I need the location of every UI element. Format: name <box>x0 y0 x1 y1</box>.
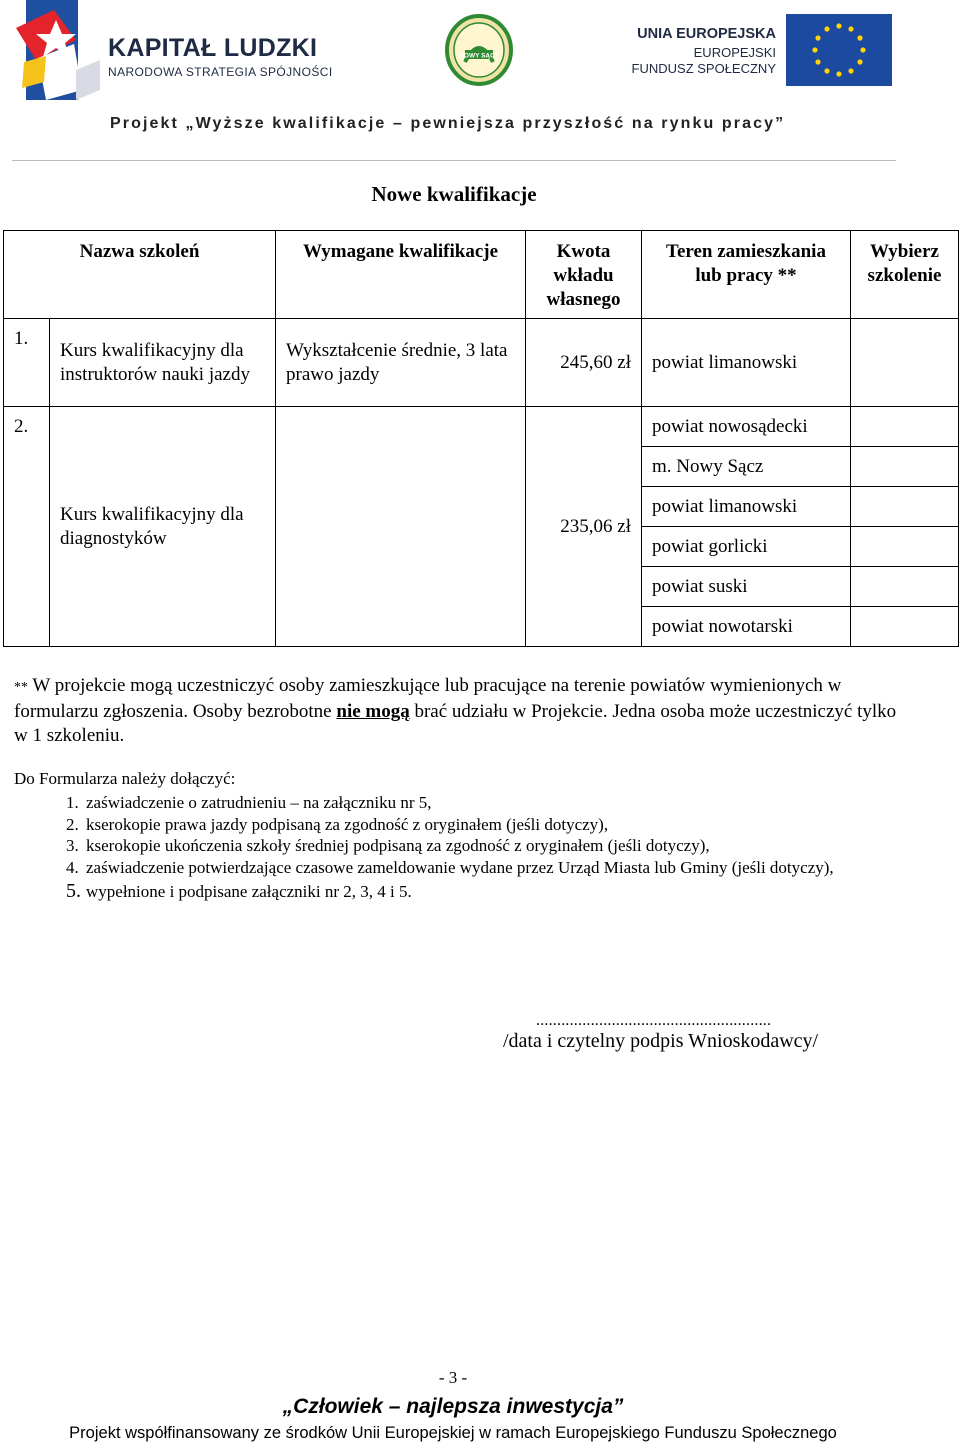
header-divider <box>12 160 896 161</box>
eu-line-3: FUNDUSZ SPOŁECZNY <box>631 61 776 76</box>
footnote-text-1: W projekcie mogą uczestniczyć osoby zamieszkujące lub pracujące na terenie powiatów wymienionych w formularzu zgłoszenia. Osoby bezrobotne <box>14 675 842 722</box>
footer-slogan: „Człowiek – najlepsza inwestycja” <box>282 1395 624 1418</box>
footnote-text-2: brać udziału w Projekcie. Jedna osoba może uczestniczyć tylko w 1 szkoleniu. <box>14 701 897 746</box>
table-row <box>4 407 959 447</box>
select-training-cell[interactable] <box>851 607 959 647</box>
select-training-cell[interactable] <box>851 527 959 567</box>
header-kwota: Kwota wkładu własnego <box>526 231 642 319</box>
training-name: Kurs kwalifikacyjny dla instruktorów nauki jazdy <box>50 319 276 407</box>
kapital-ludzki-flag-icon <box>16 0 100 104</box>
list-item-text: wypełnione i podpisane załączniki nr 2, 3, 4 i 5. <box>86 882 412 901</box>
list-item-text: kserokopie ukończenia szkoły średniej podpisaną za zgodność z oryginałem (jeśli dotyczy), <box>86 836 710 855</box>
list-item <box>66 792 886 814</box>
row-number: 2. <box>4 407 50 647</box>
list-item <box>66 881 886 903</box>
training-name: Kurs kwalifikacyjny dla diagnostyków <box>50 407 276 647</box>
header-nazwa: Nazwa szkoleń <box>4 231 276 319</box>
training-requirements: Wykształcenie średnie, 3 lata prawo jazdy <box>276 319 526 407</box>
table-header-row <box>4 231 959 319</box>
training-location: m. Nowy Sącz <box>642 447 851 487</box>
eu-flag-icon <box>786 14 892 86</box>
list-item-number: 4. <box>66 857 79 877</box>
eu-line-2: EUROPEJSKI <box>693 45 776 60</box>
training-location: powiat limanowski <box>642 487 851 527</box>
training-location: powiat suski <box>642 567 851 607</box>
project-title: Projekt „Wyższe kwalifikacje – pewniejsza przyszłość na rynku pracy” <box>110 115 786 132</box>
training-location: powiat limanowski <box>642 319 851 407</box>
kapital-ludzki-subtitle: NARODOWA STRATEGIA SPÓJNOŚCI <box>108 65 333 79</box>
training-table <box>3 230 959 647</box>
list-item <box>66 835 886 857</box>
list-item-number: 2. <box>66 814 79 834</box>
training-location: powiat nowotarski <box>642 607 851 647</box>
page-title: Nowe kwalifikacje <box>371 182 537 206</box>
training-amount: 235,06 zł <box>526 407 642 647</box>
training-amount: 245,60 zł <box>526 319 642 407</box>
footnote-emphasis: nie mogą <box>336 701 410 722</box>
eu-logo <box>628 14 894 88</box>
center-round-logo <box>445 14 513 91</box>
list-item-number: 5. <box>66 880 81 902</box>
list-item-text: zaświadczenie potwierdzające czasowe zameldowanie wydane przez Urząd Miasta lub Gminy (jeśli dotyczy), <box>86 857 834 877</box>
select-training-cell[interactable] <box>851 407 959 447</box>
footer-funding: Projekt współfinansowany ze środków Unii Europejskiej w ramach Europejskiego Funduszu Społecznego <box>69 1424 837 1442</box>
list-item-text: zaświadczenie o zatrudnieniu – na załączniku nr 5, <box>86 793 432 812</box>
round-badge-icon <box>445 14 513 86</box>
page-number: - 3 - <box>438 1368 468 1387</box>
training-location: powiat nowosądecki <box>642 407 851 447</box>
footnote-marker: ** <box>14 680 28 695</box>
training-requirements <box>276 407 526 647</box>
attachments-list <box>66 792 886 903</box>
kapital-ludzki-logo <box>16 0 346 104</box>
signature-line: ........................................................ <box>536 1012 772 1029</box>
header-teren: Teren zamieszkania lub pracy ** <box>642 231 851 319</box>
list-item-text: kserokopie prawa jazdy podpisaną za zgodność z oryginałem (jeśli dotyczy), <box>86 814 609 834</box>
select-training-cell[interactable] <box>851 567 959 607</box>
footnote <box>14 674 914 748</box>
header-wymagane: Wymagane kwalifikacje <box>276 231 526 319</box>
list-item <box>66 857 886 879</box>
list-item <box>66 814 886 836</box>
training-location: powiat gorlicki <box>642 527 851 567</box>
list-item-number: 1. <box>66 793 79 812</box>
select-training-cell[interactable] <box>851 487 959 527</box>
signature-label: /data i czytelny podpis Wnioskodawcy/ <box>503 1030 819 1052</box>
kapital-ludzki-title: KAPITAŁ LUDZKI <box>108 34 318 62</box>
list-item-number: 3. <box>66 836 79 855</box>
eu-line-1: UNIA EUROPEJSKA <box>637 26 776 42</box>
select-training-cell[interactable] <box>851 447 959 487</box>
row-number: 1. <box>4 319 50 407</box>
header-wybierz: Wybierz szkolenie <box>851 231 959 319</box>
center-logo-text: NOWY SĄCZ <box>459 52 499 60</box>
attachments-title: Do Formularza należy dołączyć: <box>14 769 236 788</box>
table-row <box>4 319 959 407</box>
select-training-cell[interactable] <box>851 319 959 407</box>
